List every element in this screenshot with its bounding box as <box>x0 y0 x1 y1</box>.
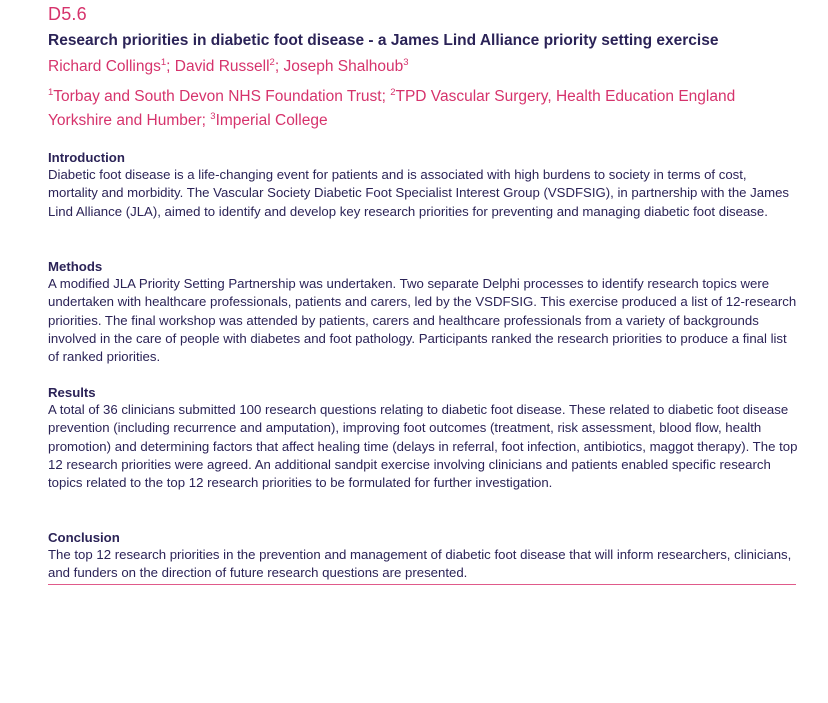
author-affiliation-marker: 3 <box>403 56 409 68</box>
affiliation-marker: 3 <box>210 110 216 122</box>
section-body: A modified JLA Priority Setting Partnership was undertaken. Two separate Delphi processes to identify research topics were undertaken with healthcare professionals, patients and carers, led by the VSDFSIG. This exercise produced a list of 12-research priorities. The final workshop was attended by patients, carers and healthcare professionals from a variety of backgrounds involved in the care of people with diabetes and foot pathology. Participants ranked the research priorities to produce a final list of ranked priorities. <box>48 276 797 365</box>
section-heading: Methods <box>48 259 103 274</box>
affiliation-list <box>48 85 778 133</box>
methods-section <box>48 258 800 366</box>
author-name: Richard Collings <box>48 58 161 75</box>
conclusion-section <box>48 529 800 583</box>
section-heading: Results <box>48 385 96 400</box>
affiliation-marker: 2 <box>390 86 396 98</box>
section-heading: Conclusion <box>48 530 120 545</box>
section-body: A total of 36 clinicians submitted 100 research questions relating to diabetic foot disease. These related to diabetic foot disease prevention (including recurrence and amputation), improving foot outcomes (treatment, risk assessment, blood flow, health promotion) and determining factors that affect healing time (delays in referral, foot infection, antibiotics, maggot therapy). The top 12 research priorities were agreed. An additional sandpit exercise involving clinicians and patients enabled specific research topics related to the top 12 research priorities to be formulated for further investigation. <box>48 402 798 491</box>
author-name: David Russell <box>174 58 270 75</box>
section-body: The top 12 research priorities in the prevention and management of diabetic foot disease that will inform researchers, clinicians, and funders on the direction of future research questions are presented. <box>48 547 792 581</box>
section-heading: Introduction <box>48 150 125 165</box>
author-separator: ; <box>166 58 175 75</box>
affiliation-marker: 1 <box>48 86 54 98</box>
author-affiliation-marker: 2 <box>269 56 275 68</box>
affiliation-text: TPD Vascular Surgery, Health Education England Yorkshire and Humber; <box>48 88 736 129</box>
affiliation-text: Imperial College <box>215 112 328 129</box>
bottom-divider <box>48 584 796 585</box>
introduction-section <box>48 149 800 221</box>
affiliation-text: Torbay and South Devon NHS Foundation Trust; <box>53 88 391 105</box>
author-affiliation-marker: 1 <box>160 56 167 68</box>
abstract-title: Research priorities in diabetic foot disease - a James Lind Alliance priority setting exercise <box>48 32 719 49</box>
section-body: Diabetic foot disease is a life-changing event for patients and is associated with high burdens to society in terms of cost, mortality and morbidity. The Vascular Society Diabetic Foot Specialist Interest Group (VSDFSIG), in partnership with the James Lind Alliance (JLA), aimed to identify and develop key research priorities for preventing and managing diabetic foot disease. <box>48 167 789 219</box>
abstract-code: D5.6 <box>48 4 87 24</box>
author-separator: ; <box>274 58 284 75</box>
author-list <box>48 58 409 76</box>
author-name: Joseph Shalhoub <box>283 58 404 75</box>
results-section <box>48 384 800 492</box>
